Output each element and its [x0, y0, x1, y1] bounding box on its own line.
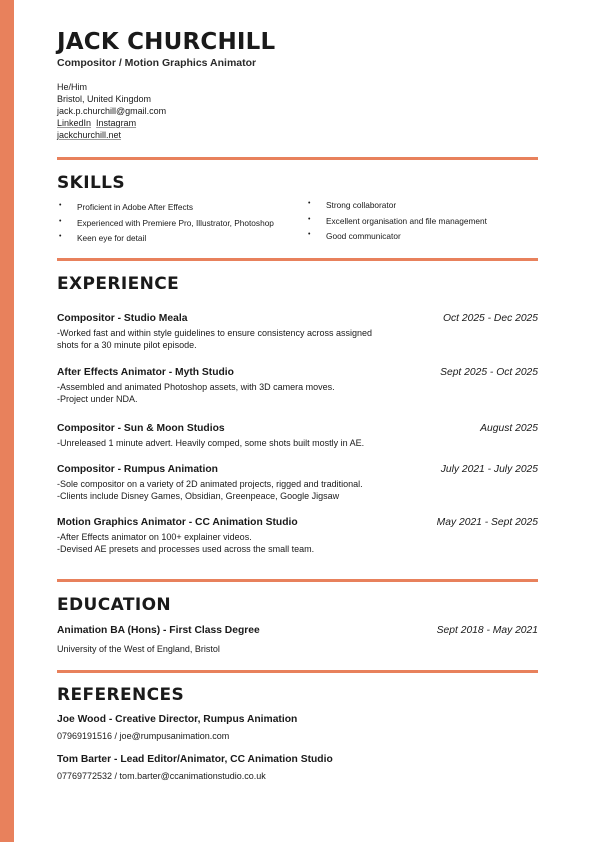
job-date: Sept 2025 - Oct 2025: [440, 367, 538, 378]
job-detail: -Project under NDA.: [57, 394, 138, 404]
candidate-role: Compositor / Motion Graphics Animator: [57, 57, 257, 69]
education-entry: [57, 625, 538, 655]
skill-item: • Strong collaborator: [306, 200, 487, 216]
job-detail: -Clients include Disney Games, Obsidian, Greenpeace, Google Jigsaw: [57, 491, 340, 501]
job-detail: -Sole compositor on a variety of 2D animated projects, rigged and traditional.: [57, 479, 363, 489]
skills-heading: SKILLS: [57, 173, 126, 193]
job-title: After Effects Animator - Myth Studio: [57, 367, 234, 378]
accent-side-bar: [0, 0, 14, 842]
experience-heading: EXPERIENCE: [57, 274, 180, 294]
job-title: Compositor - Sun & Moon Studios: [57, 423, 225, 434]
job-date: August 2025: [480, 423, 538, 434]
job-detail: -Devised AE presets and processes used across the small team.: [57, 544, 315, 554]
section-divider: [57, 670, 538, 673]
reference-name: Tom Barter - Lead Editor/Animator, CC Animation Studio: [57, 754, 333, 765]
job-entry: [57, 423, 538, 449]
social-links: [57, 117, 166, 129]
location: Bristol, United Kingdom: [57, 94, 152, 104]
job-detail: -After Effects animator on 100+ explainer videos.: [57, 532, 252, 542]
job-entry: [57, 464, 538, 502]
job-title: Motion Graphics Animator - CC Animation Studio: [57, 517, 298, 528]
skill-item: • Keen eye for detail: [57, 233, 274, 249]
job-date: July 2021 - July 2025: [440, 464, 538, 475]
job-detail: shots for a 30 minute pilot episode.: [57, 340, 197, 350]
email-link[interactable]: jack.p.churchill@gmail.com: [57, 106, 167, 116]
job-detail: -Unreleased 1 minute advert. Heavily comped, some shots built mostly in AE.: [57, 438, 365, 448]
job-date: May 2021 - Sept 2025: [436, 517, 538, 528]
website-link[interactable]: jackchurchill.net: [57, 130, 122, 140]
references-heading: REFERENCES: [57, 685, 185, 705]
job-entry: [57, 517, 538, 555]
reference-entry: [57, 713, 297, 742]
skills-list-right: [306, 200, 487, 247]
job-date: Oct 2025 - Dec 2025: [442, 313, 538, 324]
instagram-link[interactable]: Instagram: [96, 118, 137, 128]
school-name: University of the West of England, Bristol: [57, 644, 220, 654]
degree-title: Animation BA (Hons) - First Class Degree: [57, 625, 260, 636]
skill-item: • Proficient in Adobe After Effects: [57, 202, 274, 218]
linkedin-link[interactable]: LinkedIn: [57, 118, 92, 128]
reference-entry: [57, 753, 333, 782]
contact-block: [57, 81, 166, 141]
pronouns: He/Him: [57, 82, 88, 92]
job-title: Compositor - Rumpus Animation: [57, 464, 218, 475]
section-divider: [57, 157, 538, 160]
reference-name: Joe Wood - Creative Director, Rumpus Animation: [57, 714, 298, 725]
job-detail: -Assembled and animated Photoshop assets, with 3D camera moves.: [57, 382, 335, 392]
education-heading: EDUCATION: [57, 595, 172, 615]
candidate-name: JACK CHURCHILL: [57, 29, 276, 55]
job-detail: -Worked fast and within style guidelines to ensure consistency across assigned: [57, 328, 372, 338]
section-divider: [57, 258, 538, 261]
reference-contact: 07969191516 / joe@rumpusanimation.com: [57, 731, 230, 741]
skills-list-left: [57, 202, 274, 249]
reference-contact: 07769772532 / tom.barter@ccanimationstudio.co.uk: [57, 771, 266, 781]
section-divider: [57, 579, 538, 582]
skill-item: • Experienced with Premiere Pro, Illustrator, Photoshop: [57, 218, 274, 234]
job-entry: [57, 313, 538, 351]
education-date: Sept 2018 - May 2021: [436, 625, 538, 636]
skill-item: • Good communicator: [306, 231, 487, 247]
job-entry: [57, 367, 538, 405]
job-title: Compositor - Studio Meala: [57, 313, 188, 324]
skill-item: • Excellent organisation and file management: [306, 216, 487, 232]
